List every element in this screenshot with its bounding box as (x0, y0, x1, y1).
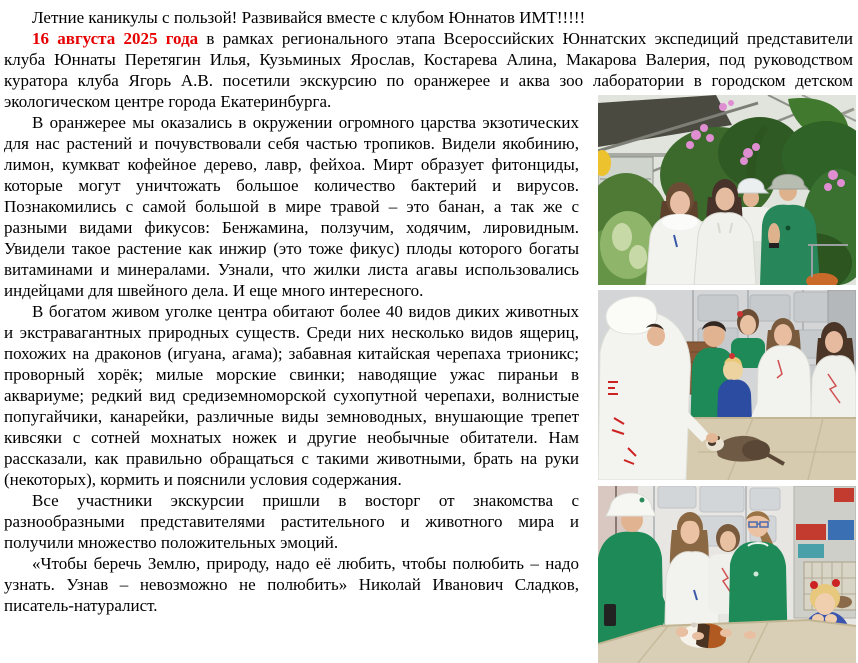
paragraph-animals: В богатом живом уголке центра обитают более 40 видов диких животных и экстравагантных природных существ. Среди них несколько видов ящериц, похожих на драконов (игуана, агама); забавная китайская черепаха трионикс; проворный хорёк; милые морские свинки; наводящие ужас пираньи в аквариуме; редкий вид средиземноморской сухопутной черепахи, волнистые попугайчики, канарейки, различные виды земноводных, внушающие трепет кивсяки с сотней мохнатых ножек и другие необычные обитатели. Нам рассказали, как правильно обращаться с такими животными, брать на руки (некоторых), кормить и пояснили условия содержания. (4, 302, 579, 489)
paragraph-orangery: В оранжерее мы оказались в окружении огромного царства экзотических для нас растений и почувствовали себя частью тропиков. Видели якобинию, лимон, кумкват кофейное дерево, лавр, фейхоа. Мирт образует фитонциды, которые могут уничтожать большое количество бактерий и вирусов. Познакомились с самой большой в мире травой – это банан, а так же с разными видами фикусов: Бенжамина, ползучим, ходячим, лировидным. Увидели такое растение как инжир (это тоже фикус) плоды которого богаты витаминами и минералами. Узнали, что жилки листа агавы использовались индейцами для швейного дела. И еще много интересного. (4, 113, 579, 300)
ferret-photo (598, 290, 856, 480)
guinea-pig-illustration (598, 486, 856, 663)
ferret-illustration (598, 290, 856, 480)
paragraph-emotions: Все участники экскурсии пришли в восторг от знакомства с разнообразными представителями растительного и животного мира и получили множество положительных эмоций. (4, 491, 579, 552)
guinea-pig-photo (598, 486, 856, 663)
greenhouse-photo (598, 95, 856, 285)
greenhouse-illustration (598, 95, 856, 285)
article-title: Летние каникулы с пользой! Развивайся вместе с клубом Юннатов ИМТ!!!!! (32, 8, 586, 27)
intro-text: в рамках регионального этапа Всероссийских Юннатских экспедиций представители клуба Юннаты Перетягин Илья, Кузьминых Ярослав, Костарева Алина, Макарова Валерия, под руководством куратора клуба Ягорь А.В. посетили экскурсию по оранжерее и аква зоо лаборатории в городском детском экологическом центре города Екатеринбурга. (4, 29, 853, 111)
paragraph-quote: «Чтобы беречь Землю, природу, надо её любить, чтобы полюбить – надо узнать. Узнав – невозможно не полюбить» Николай Иванович Сладков, писатель-натуралист. (4, 554, 579, 615)
date-highlight: 16 августа 2025 года (32, 29, 199, 48)
main-column (4, 112, 579, 616)
